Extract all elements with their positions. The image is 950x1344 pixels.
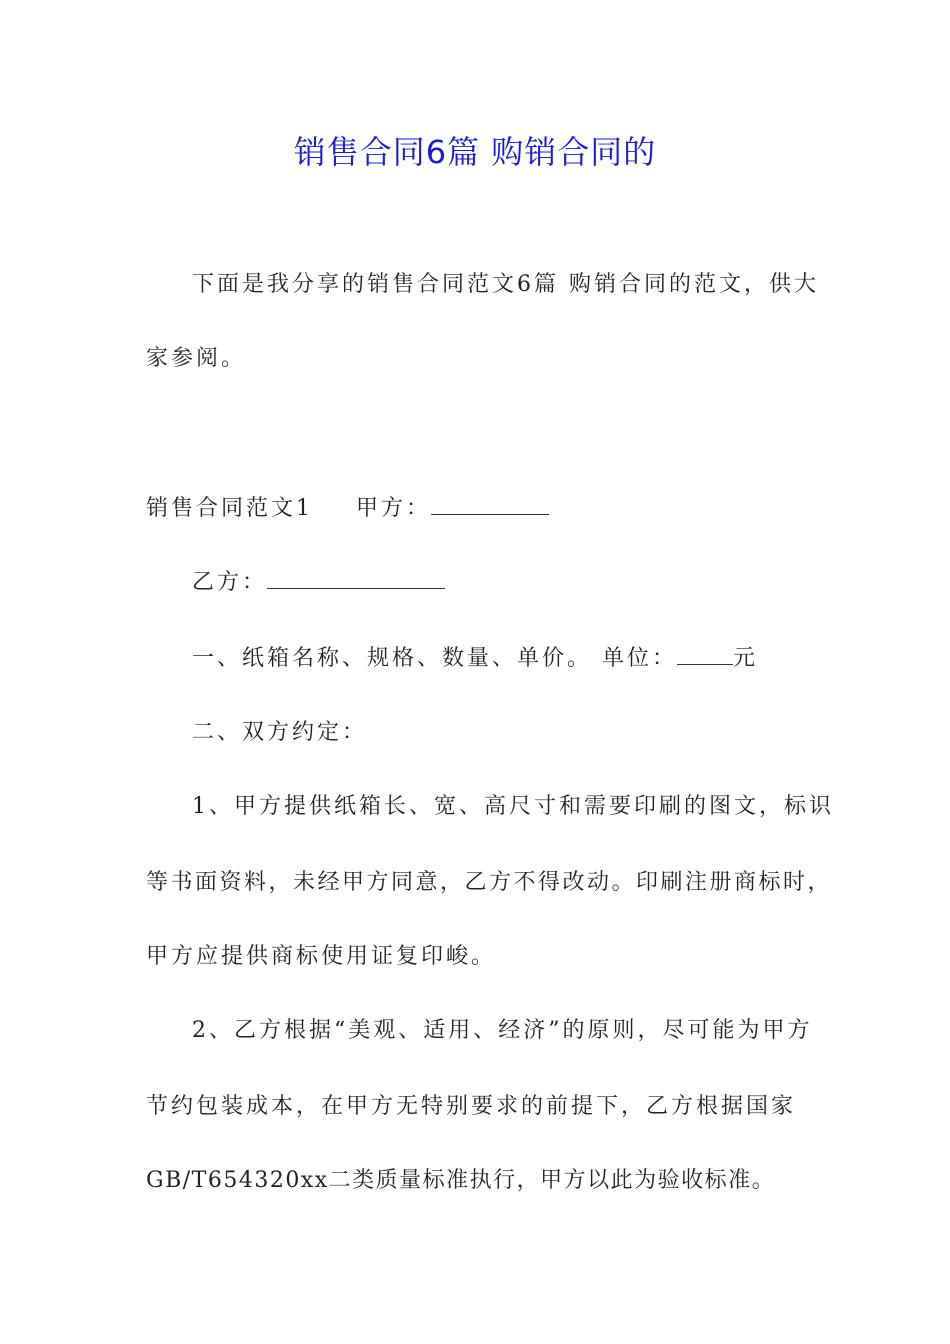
- paragraph-line: 家参阅。: [146, 346, 247, 371]
- currency-unit: 元: [733, 646, 759, 671]
- paragraph-line: 1、甲方提供纸箱长、宽、高尺寸和需要印刷的图文，标识: [192, 794, 834, 819]
- party-b-label: [192, 566, 445, 600]
- paragraph-line: 2、乙方根据“美观、适用、经济”的原则，尽可能为甲方: [192, 1018, 813, 1043]
- paragraph-line: 等书面资料，未经甲方同意，乙方不得改动。印刷注册商标时，: [146, 870, 833, 895]
- party-b-text: 乙方：: [192, 570, 268, 595]
- document-title: 销售合同6篇 购销合同的: [293, 133, 657, 171]
- party-a-text: 甲方：: [356, 496, 432, 521]
- clause-one-text: 一、纸箱名称、规格、数量、单价。 单位：: [192, 646, 677, 671]
- clause-two-heading: 二、双方约定：: [192, 720, 368, 745]
- party-b-blank: [267, 566, 445, 589]
- unit-price-blank: [677, 642, 733, 665]
- clause-one: [192, 642, 758, 676]
- paragraph-line: 甲方应提供商标使用证复印峻。: [146, 944, 497, 969]
- party-a-label: [356, 492, 549, 526]
- section-heading: 销售合同范文1: [146, 496, 313, 521]
- paragraph-line: GB/T654320xx二类质量标准执行，甲方以此为验收标准。: [146, 1168, 776, 1193]
- party-a-blank: [431, 492, 549, 515]
- paragraph-line: 节约包装成本，在甲方无特别要求的前提下，乙方根据国家: [146, 1094, 797, 1119]
- paragraph-line: 下面是我分享的销售合同范文6篇 购销合同的范文，供大: [192, 272, 819, 297]
